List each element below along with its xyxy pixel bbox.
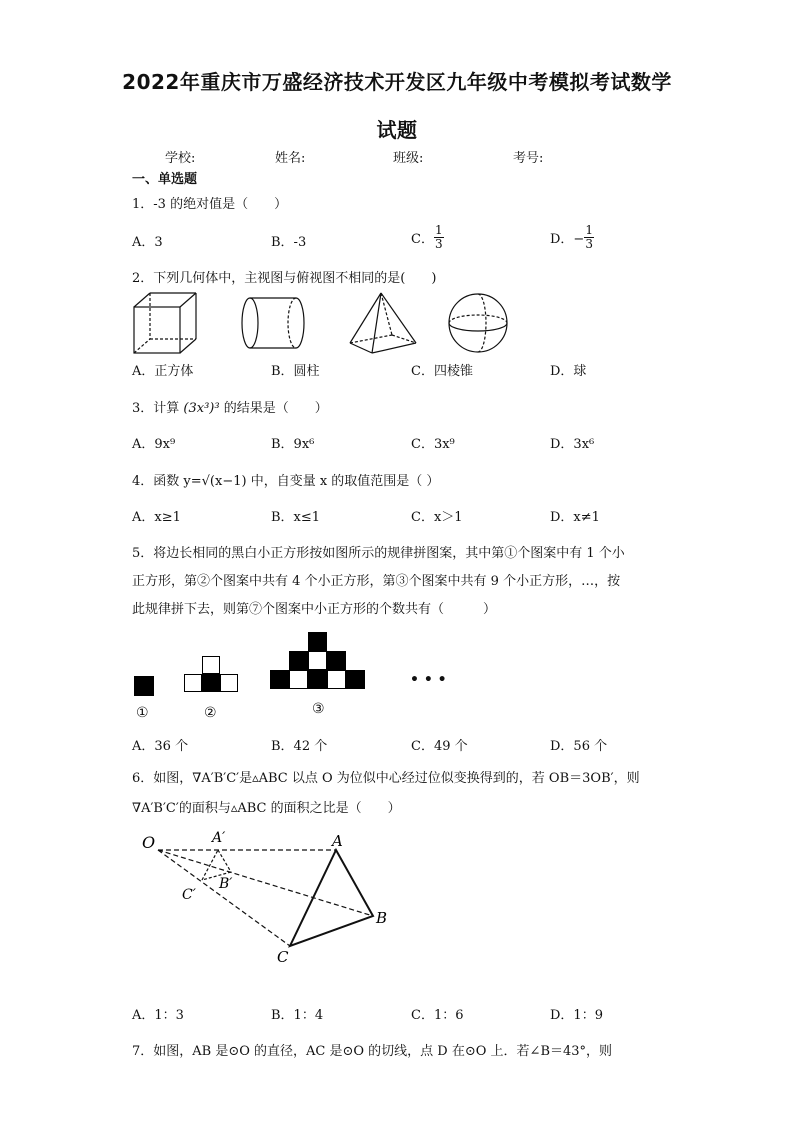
page-title: 2022年重庆市万盛经济技术开发区九年级中考模拟考试数学 xyxy=(122,70,672,94)
q7-stem-line1: 7．如图，AB 是⊙O 的直径，AC 是⊙O 的切线，点 D 在⊙O 上．若∠B＝43°，则 xyxy=(132,1044,613,1059)
ellipsis: • • • xyxy=(410,672,447,688)
q6-option-d: D．1：9 xyxy=(550,1008,603,1023)
q4-option-a: A．x≥1 xyxy=(132,510,181,525)
pattern3-square xyxy=(327,651,346,670)
q6-option-a: A．1：3 xyxy=(132,1008,184,1023)
q3-option-d: D．3x⁶ xyxy=(550,437,595,452)
q5-pattern-figure xyxy=(128,628,468,724)
q3-option-a: A．9x⁹ xyxy=(132,437,176,452)
q5-option-a: A．36 个 xyxy=(132,739,189,754)
q6-option-c: C．1：6 xyxy=(411,1008,464,1023)
q2-shapes xyxy=(130,291,530,355)
q4-stem: 4．函数 y=√(x−1) 中，自变量 x 的取值范围是（ ） xyxy=(132,474,440,489)
point-B: B xyxy=(376,909,388,927)
name-field: 姓名: xyxy=(275,151,306,166)
q2-option-c: C．四棱锥 xyxy=(411,364,473,379)
q1-option-b: B．-3 xyxy=(271,235,307,250)
q6-stem-line1: 6．如图，∇A′B′C′是▵ABC 以点 O 为位似中心经过位似变换得到的，若 OB＝3OB′，则 xyxy=(132,771,640,786)
q3-option-b: B．9x⁶ xyxy=(271,437,315,452)
q3-stem: 3．计算 (3x³)³ 的结果是（ ） xyxy=(132,401,328,416)
q2-option-d: D．球 xyxy=(550,364,587,379)
pattern3-square xyxy=(346,670,365,689)
point-A-prime: A′ xyxy=(212,830,226,846)
exam-number-field: 考号: xyxy=(513,151,544,166)
pattern3-square xyxy=(289,651,308,670)
point-C: C xyxy=(277,948,289,966)
cylinder-icon xyxy=(242,298,304,348)
q6-option-b: B．1：4 xyxy=(271,1008,324,1023)
pattern1-square xyxy=(134,676,154,696)
q4-option-c: C．x＞1 xyxy=(411,510,463,525)
q5-option-c: C．49 个 xyxy=(411,739,468,754)
q5-stem-line1: 5．将边长相同的黑白小正方形按如图所示的规律拼图案，其中第①个图案中有 1 个小 xyxy=(132,546,625,561)
pattern3-square xyxy=(289,670,308,689)
q5-option-b: B．42 个 xyxy=(271,739,328,754)
q4-option-d: D．x≠1 xyxy=(550,510,600,525)
pyramid-icon xyxy=(350,293,416,353)
q3-option-c: C．3x⁹ xyxy=(411,437,455,452)
pattern3-square xyxy=(308,670,327,689)
point-A: A xyxy=(332,832,343,850)
pattern3-square xyxy=(308,651,327,670)
q2-option-a: A．正方体 xyxy=(132,364,194,379)
label-3: ③ xyxy=(312,701,325,717)
sphere-icon xyxy=(449,294,507,352)
q4-option-b: B．x≤1 xyxy=(271,510,321,525)
pattern2-square xyxy=(202,674,220,692)
label-1: ① xyxy=(136,705,149,721)
school-field: 学校: xyxy=(165,151,196,166)
class-field: 班级: xyxy=(393,151,424,166)
pattern3-square xyxy=(308,632,327,651)
q5-stem-line3: 此规律拼下去，则第⑦个图案中小正方形的个数共有（ ） xyxy=(132,602,497,617)
q2-option-b: B．圆柱 xyxy=(271,364,320,379)
pattern2-square xyxy=(184,674,202,692)
q1-option-a: A．3 xyxy=(132,235,163,250)
q1-stem: 1．-3 的绝对值是（ ） xyxy=(132,197,288,212)
section-heading: 一、单选题 xyxy=(132,172,198,187)
q5-stem-line2: 正方形，第②个图案中共有 4 个小正方形，第③个图案中共有 9 个小正方形，…，按 xyxy=(132,574,621,589)
point-B-prime: B′ xyxy=(219,876,233,892)
point-C-prime: C′ xyxy=(182,887,196,903)
cube-icon xyxy=(134,293,196,353)
pattern2-square xyxy=(202,656,220,674)
label-2: ② xyxy=(204,705,217,721)
pattern3-square xyxy=(270,670,289,689)
q1-option-d: D．− $\frac{1}{3}$ xyxy=(550,223,593,251)
pattern3-square xyxy=(327,670,346,689)
point-O: O xyxy=(142,833,156,852)
q6-similar-triangles-figure xyxy=(130,822,410,972)
pattern2-square xyxy=(220,674,238,692)
q5-option-d: D．56 个 xyxy=(550,739,608,754)
q1-option-c: C． $\frac{1}{3}$ xyxy=(411,223,443,251)
q2-stem: 2．下列几何体中，主视图与俯视图不相同的是( ) xyxy=(132,271,437,286)
page-title-line2: 试题 xyxy=(376,118,418,142)
q3-expression: (3x³)³ xyxy=(183,401,220,416)
q6-stem-line2: ∇A′B′C′的面积与▵ABC 的面积之比是（ ） xyxy=(132,801,401,816)
